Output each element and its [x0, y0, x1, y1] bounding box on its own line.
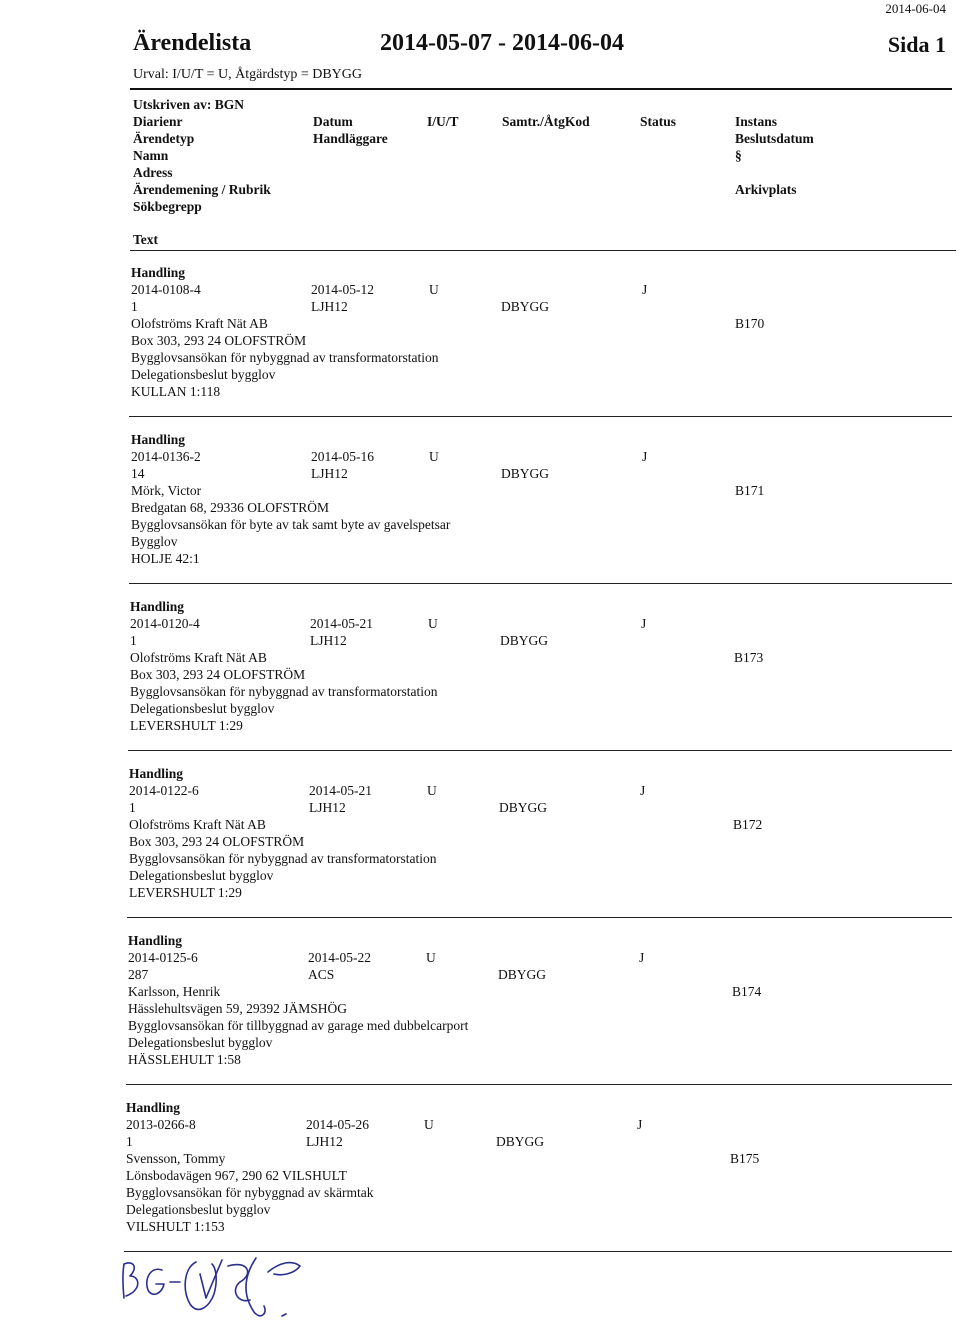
legend-handlaggare: Handläggare [313, 131, 388, 146]
record-text: Delegationsbeslut bygglov [131, 367, 276, 382]
record-datum: 2014-05-21 [309, 783, 372, 798]
legend-instans [735, 113, 814, 164]
record-status: J [641, 616, 647, 631]
record-left-column [128, 932, 468, 1068]
record-datum: 2014-05-26 [306, 1117, 369, 1132]
record-arkivplats: B171 [735, 483, 765, 498]
record-text: Bygglov [131, 534, 178, 549]
record-separator [128, 750, 952, 751]
handwritten-signature [118, 1250, 318, 1327]
record-arendetyp: 1 [129, 800, 136, 815]
record-rubrik: Bygglovsansökan för nybyggnad av skärmtak [126, 1185, 374, 1200]
record-adress: Box 303, 293 24 OLOFSTRÖM [129, 834, 305, 849]
record-status: J [640, 783, 646, 798]
header-rule-bottom [130, 250, 956, 251]
record-status: J [639, 950, 645, 965]
record-sokbegrepp: LEVERSHULT 1:29 [129, 885, 242, 900]
print-date: 2014-06-04 [885, 1, 946, 16]
record-separator [127, 917, 952, 918]
record-separator [126, 1084, 952, 1085]
record-namn: Svensson, Tommy [126, 1151, 226, 1166]
record-arendetyp: 14 [131, 466, 145, 481]
record-diarienr: 2014-0122-6 [129, 783, 199, 798]
record-namn: Olofströms Kraft Nät AB [129, 817, 266, 832]
record-status: J [637, 1117, 643, 1132]
record-text: Delegationsbeslut bygglov [128, 1035, 273, 1050]
record-label: Handling [130, 599, 185, 614]
record-atgkod: DBYGG [496, 1134, 545, 1149]
record-adress: Lönsbodavägen 967, 290 62 VILSHULT [126, 1168, 347, 1183]
record-sokbegrepp: KULLAN 1:118 [131, 384, 221, 399]
signature-scribble [118, 1250, 318, 1322]
record-atgkod: DBYGG [501, 299, 550, 314]
record-sokbegrepp: VILSHULT 1:153 [126, 1219, 225, 1234]
record-4 [129, 765, 960, 915]
record-adress: Box 303, 293 24 OLOFSTRÖM [131, 333, 307, 348]
record-handlaggare: LJH12 [311, 299, 348, 314]
record-diarienr: 2014-0136-2 [131, 449, 201, 464]
legend-beslutsdatum: Beslutsdatum [735, 131, 814, 146]
record-arkivplats: B175 [730, 1151, 760, 1166]
record-label: Handling [129, 766, 184, 781]
record-iut: U [424, 1117, 434, 1132]
record-adress: Box 303, 293 24 OLOFSTRÖM [130, 667, 306, 682]
record-atgkod: DBYGG [498, 967, 547, 982]
record-arendetyp: 1 [130, 633, 137, 648]
legend-adress: Adress [133, 165, 173, 180]
record-5 [128, 932, 960, 1082]
record-arkivplats: B170 [735, 316, 765, 331]
record-left-column [129, 765, 436, 901]
record-2 [131, 431, 960, 581]
record-separator [129, 583, 952, 584]
legend-text: Text [133, 232, 159, 247]
record-namn: Karlsson, Henrik [128, 984, 221, 999]
legend-rubrik: Ärendemening / Rubrik [133, 182, 271, 197]
record-label: Handling [131, 265, 186, 280]
record-datum: 2014-05-16 [311, 449, 374, 464]
record-diarienr: 2014-0108-4 [131, 282, 201, 297]
record-rubrik: Bygglovsansökan för byte av tak samt byte av gavelspetsar [131, 517, 451, 532]
legend-arendetyp: Ärendetyp [133, 131, 195, 146]
record-atgkod: DBYGG [499, 800, 548, 815]
record-adress: Bredgatan 68, 29336 OLOFSTRÖM [131, 500, 329, 515]
legend-samtr: Samtr./ÅtgKod [502, 114, 590, 129]
record-adress: Hässlehultsvägen 59, 29392 JÄMSHÖG [128, 1001, 347, 1016]
record-handlaggare: LJH12 [306, 1134, 343, 1149]
header-rule-top [130, 88, 952, 90]
record-arendetyp: 1 [126, 1134, 133, 1149]
record-datum: 2014-05-22 [308, 950, 371, 965]
legend-printed-by: Utskriven av: BGN [133, 97, 244, 112]
legend-col-1 [133, 96, 271, 215]
legend-namn: Namn [133, 148, 169, 163]
legend-diarienr: Diarienr [133, 114, 183, 129]
record-iut: U [426, 950, 436, 965]
record-iut: U [429, 449, 439, 464]
record-handlaggare: LJH12 [310, 633, 347, 648]
record-handlaggare: LJH12 [311, 466, 348, 481]
legend-datum [313, 113, 388, 147]
record-diarienr: 2013-0266-8 [126, 1117, 196, 1132]
record-left-column [131, 264, 438, 400]
legend-sokbegrepp: Sökbegrepp [133, 199, 202, 214]
record-diarienr: 2014-0120-4 [130, 616, 200, 631]
record-diarienr: 2014-0125-6 [128, 950, 198, 965]
record-namn: Mörk, Victor [131, 483, 202, 498]
legend-datum-label: Datum [313, 114, 353, 129]
record-text: Delegationsbeslut bygglov [130, 701, 275, 716]
legend-instans-label: Instans [735, 114, 778, 129]
record-1 [131, 264, 960, 414]
record-6 [126, 1099, 960, 1249]
legend-arkivplats: Arkivplats [735, 182, 797, 197]
selection-criteria: Urval: I/U/T = U, Åtgärdstyp = DBYGG [133, 67, 363, 82]
record-left-column [130, 598, 437, 734]
record-sokbegrepp: LEVERSHULT 1:29 [130, 718, 243, 733]
record-arendetyp: 1 [131, 299, 138, 314]
record-arkivplats: B173 [734, 650, 764, 665]
record-3 [130, 598, 960, 748]
record-iut: U [427, 783, 437, 798]
record-handlaggare: LJH12 [309, 800, 346, 815]
record-arkivplats: B174 [732, 984, 762, 999]
record-separator [129, 416, 952, 417]
record-text: Delegationsbeslut bygglov [129, 868, 274, 883]
legend-status: Status [640, 114, 677, 129]
record-arendetyp: 287 [128, 967, 149, 982]
record-label: Handling [126, 1100, 181, 1115]
record-datum: 2014-05-21 [310, 616, 373, 631]
page-number: Sida 1 [887, 32, 946, 57]
record-atgkod: DBYGG [500, 633, 549, 648]
record-sokbegrepp: HOLJE 42:1 [131, 551, 200, 566]
record-iut: U [429, 282, 439, 297]
record-rubrik: Bygglovsansökan för nybyggnad av transformatorstation [130, 684, 438, 699]
record-iut: U [428, 616, 438, 631]
date-range: 2014-05-07 - 2014-06-04 [380, 30, 624, 56]
record-text: Delegationsbeslut bygglov [126, 1202, 271, 1217]
record-namn: Olofströms Kraft Nät AB [131, 316, 268, 331]
legend-iut: I/U/T [427, 114, 459, 129]
record-status: J [642, 449, 648, 464]
record-arkivplats: B172 [733, 817, 763, 832]
record-label: Handling [131, 432, 186, 447]
record-left-column [131, 431, 450, 567]
record-sokbegrepp: HÄSSLEHULT 1:58 [128, 1052, 241, 1067]
record-atgkod: DBYGG [501, 466, 550, 481]
record-label: Handling [128, 933, 183, 948]
page-title: Ärendelista [133, 30, 252, 56]
record-datum: 2014-05-12 [311, 282, 374, 297]
legend-paragraph: § [735, 148, 742, 163]
record-handlaggare: ACS [308, 967, 335, 982]
record-rubrik: Bygglovsansökan för tillbyggnad av garage med dubbelcarport [128, 1018, 469, 1033]
record-rubrik: Bygglovsansökan för nybyggnad av transformatorstation [131, 350, 439, 365]
record-rubrik: Bygglovsansökan för nybyggnad av transformatorstation [129, 851, 437, 866]
record-status: J [642, 282, 648, 297]
record-namn: Olofströms Kraft Nät AB [130, 650, 267, 665]
